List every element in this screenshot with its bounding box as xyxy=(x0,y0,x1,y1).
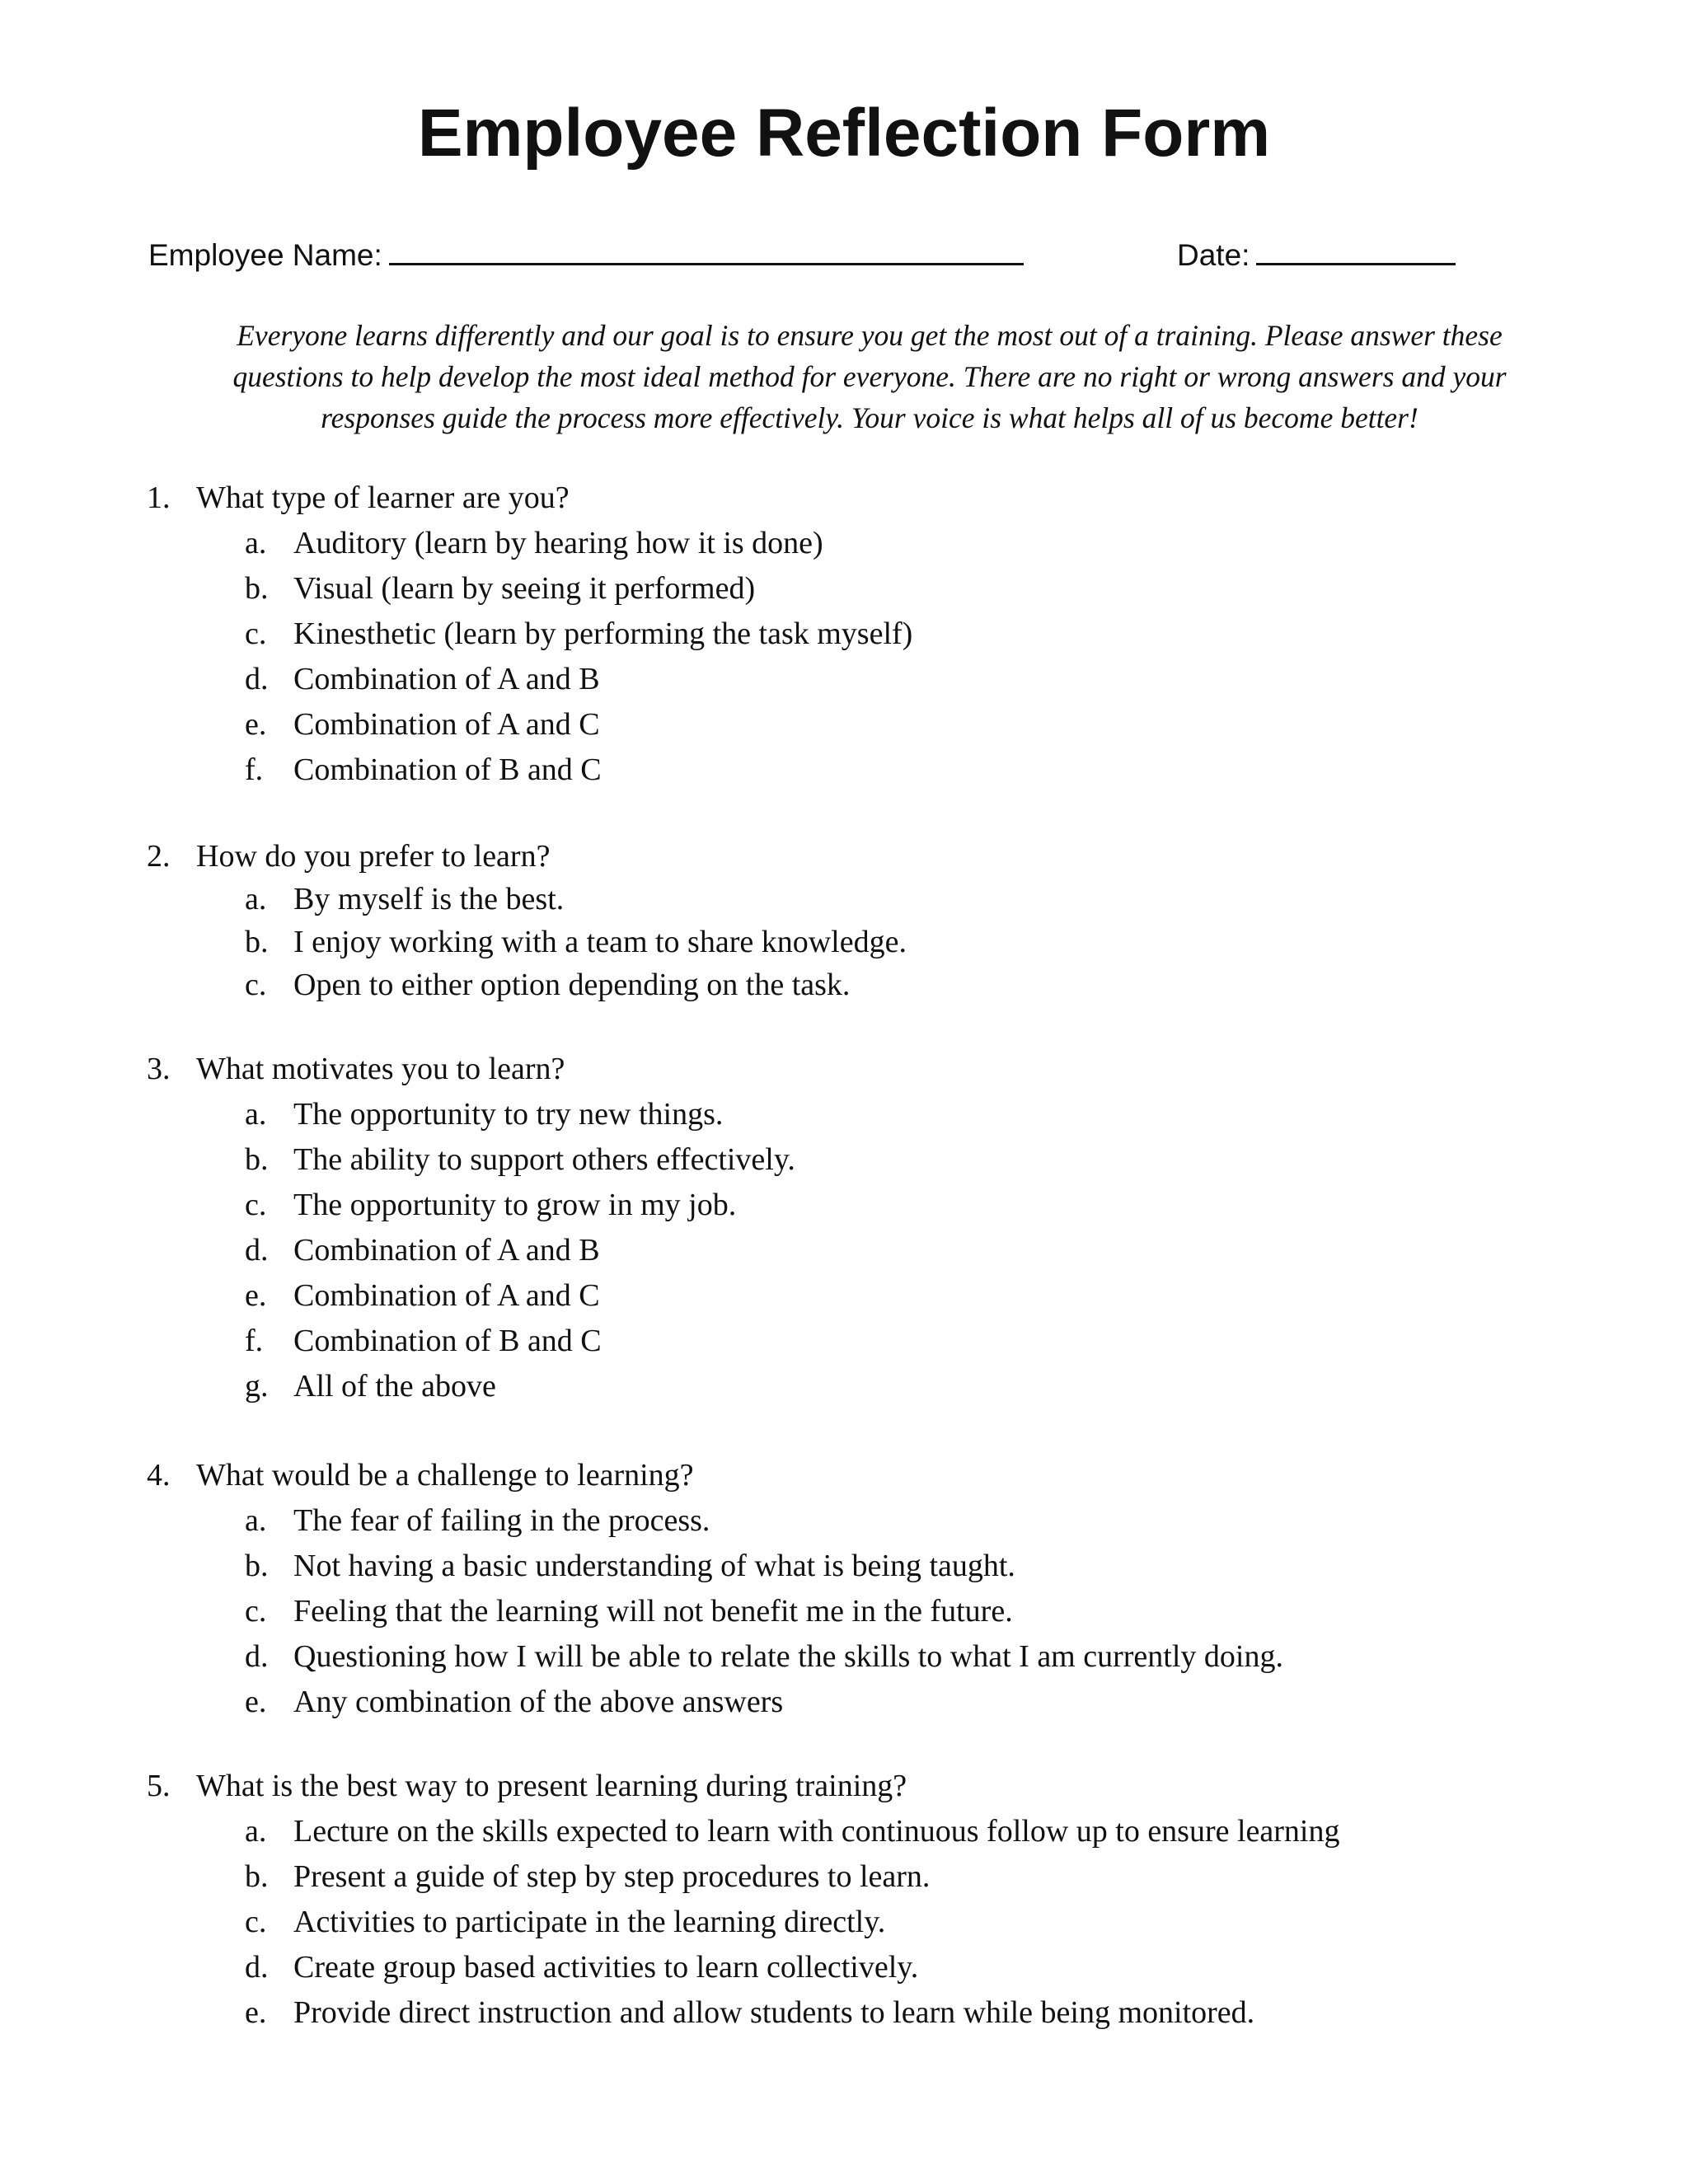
answer-option xyxy=(0,1092,1688,1137)
option-letter: a. xyxy=(245,526,267,560)
option-letter: d. xyxy=(245,1639,269,1674)
option-text: Create group based activities to learn collectively. xyxy=(293,1950,919,1985)
answer-option xyxy=(0,1319,1688,1364)
option-text: Combination of B and C xyxy=(293,1324,602,1358)
option-letter: c. xyxy=(245,1188,267,1222)
question-4 xyxy=(0,1453,1688,1725)
question-line xyxy=(0,1047,1688,1092)
option-text: Open to either option depending on the task. xyxy=(293,968,851,1002)
answer-option xyxy=(0,1544,1688,1589)
question-1 xyxy=(0,476,1688,793)
option-text: Questioning how I will be able to relate the skills to what I am currently doing. xyxy=(293,1639,1283,1674)
question-text: What motivates you to learn? xyxy=(196,1052,565,1086)
intro-line: Everyone learns differently and our goal is to ensure you get the most out of a training. Please answer these xyxy=(237,319,1503,352)
option-text: Combination of A and C xyxy=(293,1278,600,1313)
question-number: 1. xyxy=(147,480,171,515)
option-text: Auditory (learn by hearing how it is done) xyxy=(293,526,823,560)
answer-option xyxy=(0,1900,1688,1945)
question-line xyxy=(0,476,1688,521)
answer-option xyxy=(0,657,1688,702)
option-text: Combination of A and C xyxy=(293,707,600,742)
answer-option xyxy=(0,1990,1688,2036)
question-line xyxy=(0,1764,1688,1809)
intro-line: responses guide the process more effectively. Your voice is what helps all of us become better! xyxy=(321,401,1418,434)
option-letter: f. xyxy=(245,752,264,787)
answer-option xyxy=(0,1809,1688,1854)
option-letter: e. xyxy=(245,707,267,742)
option-text: Feeling that the learning will not benefit me in the future. xyxy=(293,1594,1013,1629)
option-letter: a. xyxy=(245,1814,267,1849)
answer-option xyxy=(0,877,1688,920)
answer-option xyxy=(0,1228,1688,1273)
question-3 xyxy=(0,1047,1688,1409)
option-letter: a. xyxy=(245,1097,267,1132)
question-5 xyxy=(0,1764,1688,2036)
option-text: Combination of A and B xyxy=(293,1233,600,1268)
option-letter: f. xyxy=(245,1324,264,1358)
option-text: Provide direct instruction and allow students to learn while being monitored. xyxy=(293,1995,1255,2030)
question-number: 4. xyxy=(147,1458,171,1493)
answer-option xyxy=(0,1854,1688,1900)
option-letter: b. xyxy=(245,1859,269,1894)
answer-option xyxy=(0,920,1688,963)
question-number: 3. xyxy=(147,1052,171,1086)
option-text: Not having a basic understanding of what is being taught. xyxy=(293,1549,1015,1583)
answer-option xyxy=(0,1589,1688,1634)
option-letter: c. xyxy=(245,1594,267,1629)
option-letter: e. xyxy=(245,1995,267,2030)
answer-option xyxy=(0,1364,1688,1409)
option-text: Present a guide of step by step procedures to learn. xyxy=(293,1859,931,1894)
option-text: The opportunity to grow in my job. xyxy=(293,1188,737,1222)
answer-option xyxy=(0,1498,1688,1544)
option-letter: c. xyxy=(245,1905,267,1939)
option-letter: a. xyxy=(245,1503,267,1538)
option-letter: a. xyxy=(245,882,267,916)
option-text: By myself is the best. xyxy=(293,882,565,916)
answer-option xyxy=(0,702,1688,748)
question-2 xyxy=(0,834,1688,1005)
option-text: The ability to support others effectively. xyxy=(293,1142,795,1177)
intro-line: questions to help develop the most ideal method for everyone. There are no right or wrong answers and your xyxy=(232,360,1507,393)
option-letter: c. xyxy=(245,968,267,1002)
employee-name-blank[interactable] xyxy=(389,237,1024,265)
option-letter: b. xyxy=(245,1549,269,1583)
answer-option xyxy=(0,1680,1688,1725)
answer-option xyxy=(0,1137,1688,1183)
option-text: Lecture on the skills expected to learn with continuous follow up to ensure learning xyxy=(293,1814,1340,1849)
answer-option xyxy=(0,612,1688,657)
option-letter: d. xyxy=(245,1950,269,1985)
option-text: Activities to participate in the learning directly. xyxy=(293,1905,886,1939)
question-line xyxy=(0,1453,1688,1498)
option-text: Combination of B and C xyxy=(293,752,602,787)
answer-option xyxy=(0,566,1688,612)
option-letter: b. xyxy=(245,1142,269,1177)
date-field xyxy=(1177,235,1456,276)
intro-paragraph xyxy=(177,315,1562,438)
option-letter: b. xyxy=(245,571,269,606)
date-label: Date: xyxy=(1177,238,1250,272)
answer-option xyxy=(0,963,1688,1005)
option-letter: e. xyxy=(245,1278,267,1313)
option-text: Visual (learn by seeing it performed) xyxy=(293,571,756,606)
option-letter: g. xyxy=(245,1369,269,1404)
option-text: Combination of A and B xyxy=(293,662,600,696)
answer-option xyxy=(0,1183,1688,1228)
option-letter: b. xyxy=(245,925,269,959)
option-letter: d. xyxy=(245,1233,269,1268)
option-text: I enjoy working with a team to share knowledge. xyxy=(293,925,907,959)
question-number: 5. xyxy=(147,1769,171,1803)
question-line xyxy=(0,834,1688,877)
option-text: Any combination of the above answers xyxy=(293,1685,784,1719)
question-text: What is the best way to present learning during training? xyxy=(196,1769,907,1803)
date-blank[interactable] xyxy=(1256,237,1456,265)
answer-option xyxy=(0,521,1688,566)
option-letter: d. xyxy=(245,662,269,696)
employee-name-field xyxy=(148,235,1024,276)
answer-option xyxy=(0,1273,1688,1319)
page-title: Employee Reflection Form xyxy=(417,96,1271,171)
option-text: The fear of failing in the process. xyxy=(293,1503,710,1538)
option-text: All of the above xyxy=(293,1369,496,1404)
option-text: Kinesthetic (learn by performing the task myself) xyxy=(293,616,913,651)
question-number: 2. xyxy=(147,839,171,874)
option-letter: c. xyxy=(245,616,267,651)
answer-option xyxy=(0,1945,1688,1990)
question-text: How do you prefer to learn? xyxy=(196,839,551,874)
question-text: What type of learner are you? xyxy=(196,480,570,515)
question-text: What would be a challenge to learning? xyxy=(196,1458,694,1493)
option-text: The opportunity to try new things. xyxy=(293,1097,724,1132)
employee-name-label: Employee Name: xyxy=(148,238,382,272)
answer-option xyxy=(0,748,1688,793)
option-letter: e. xyxy=(245,1685,267,1719)
answer-option xyxy=(0,1634,1688,1680)
